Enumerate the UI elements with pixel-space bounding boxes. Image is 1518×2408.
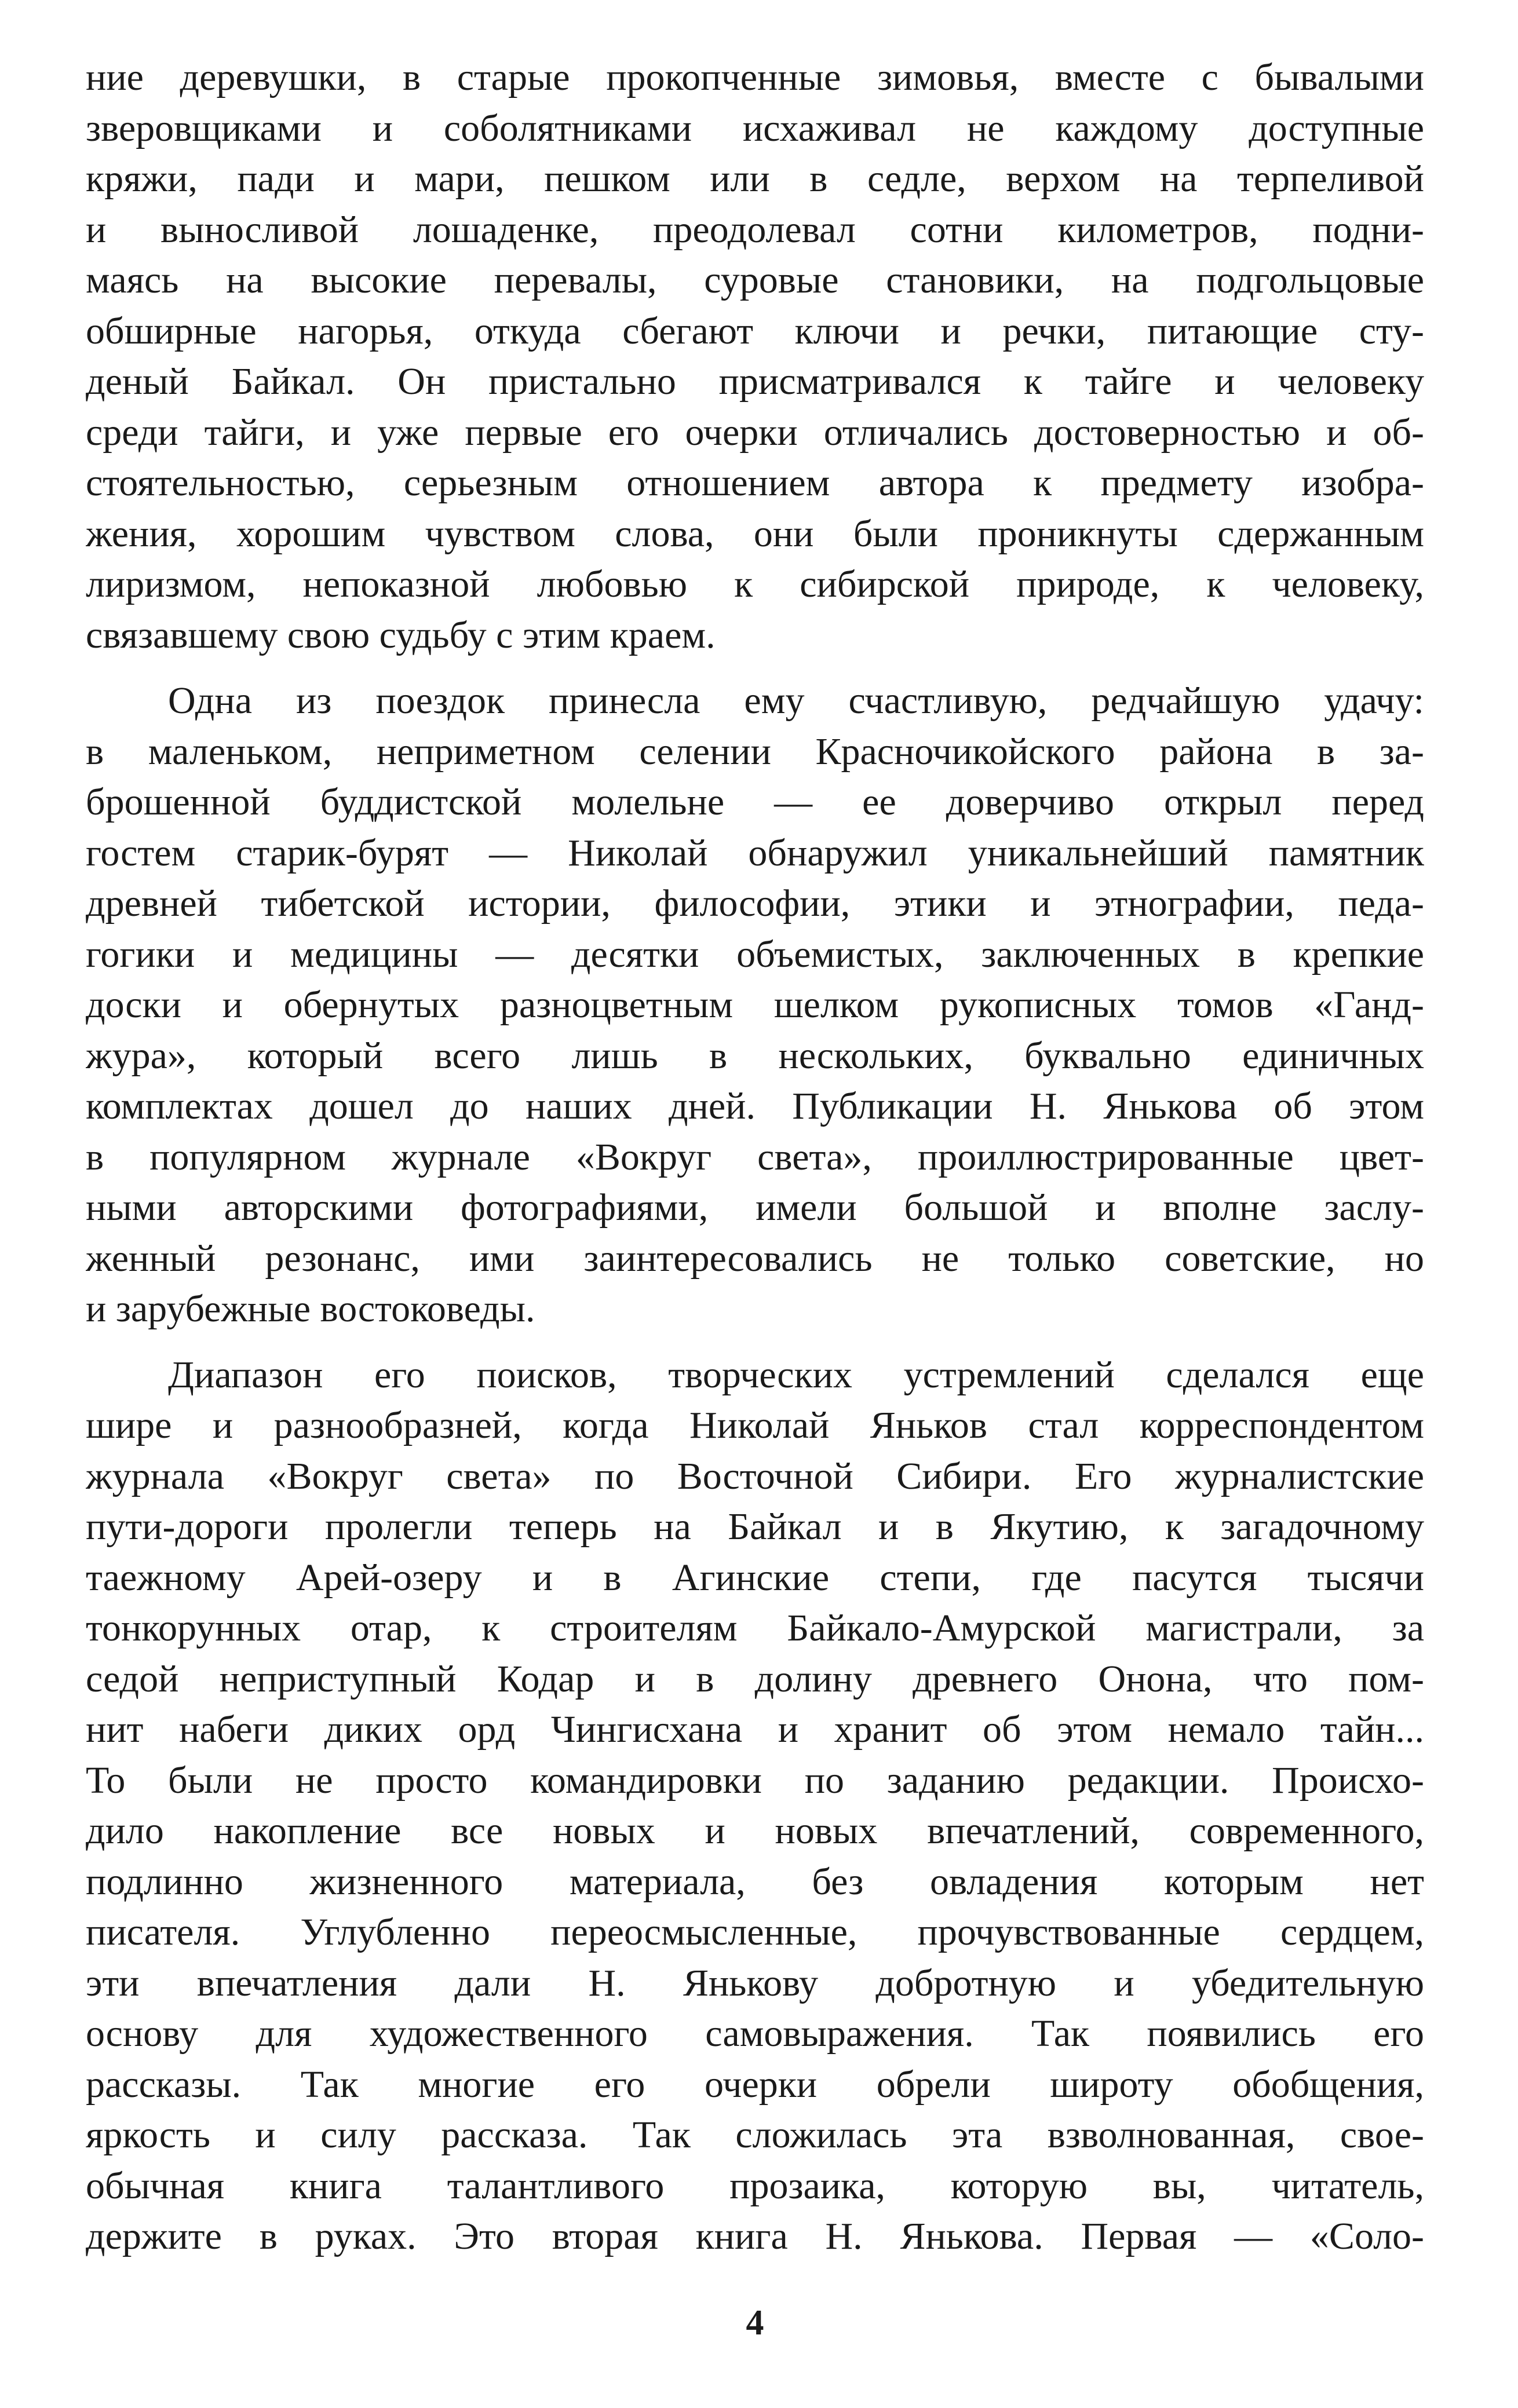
text-line: гостем старик-бурят — Николай обнаружил уникальнейший памятник bbox=[86, 831, 1424, 874]
text-line: ными авторскими фотографиями, имели большой и вполне заслу- bbox=[86, 1186, 1424, 1229]
text-line: подлинно жизненного материала, без овладения которым нет bbox=[86, 1860, 1424, 1903]
text-line: яркость и силу рассказа. Так сложилась эта взволнованная, свое- bbox=[86, 2114, 1424, 2156]
text-line: Диапазон его поисков, творческих устремлений сделался еще bbox=[168, 1353, 1424, 1396]
text-line: жура», который всего лишь в нескольких, буквально единичных bbox=[86, 1034, 1424, 1077]
text-line: Одна из поездок принесла ему счастливую, редчайшую удачу: bbox=[168, 679, 1424, 722]
text-line: писателя. Углубленно переосмысленные, прочувствованные сердцем, bbox=[86, 1911, 1424, 1953]
text-line: обычная книга талантливого прозаика, которую вы, читатель, bbox=[86, 2164, 1424, 2207]
text-line: и выносливой лошаденке, преодолевал сотни километров, подни- bbox=[86, 208, 1424, 251]
text-line: пути-дороги пролегли теперь на Байкал и в Якутию, к загадочному bbox=[86, 1506, 1424, 1548]
paragraph-1 bbox=[86, 52, 1424, 660]
text-line: дило накопление все новых и новых впечатлений, современного, bbox=[86, 1810, 1424, 1852]
text-line: таежному Арей-озеру и в Агинские степи, где пасутся тысячи bbox=[86, 1556, 1424, 1599]
text-line: жения, хорошим чувством слова, они были проникнуты сдержанным bbox=[86, 512, 1424, 555]
text-line: в маленьком, неприметном селении Красночикойского района в за- bbox=[86, 730, 1424, 773]
text-line: древней тибетской истории, философии, этики и этнографии, педа- bbox=[86, 882, 1424, 925]
text-line: и зарубежные востоковеды. bbox=[86, 1288, 535, 1330]
text-line: брошенной буддистской молельне — ее доверчиво открыл перед bbox=[86, 781, 1424, 823]
text-line: лиризмом, непоказной любовью к сибирской природе, к человеку, bbox=[86, 563, 1424, 605]
paragraph-2 bbox=[86, 675, 1424, 1335]
paragraph-3 bbox=[86, 1350, 1424, 2262]
text-line: То были не просто командировки по заданию редакции. Происхо- bbox=[86, 1759, 1424, 1802]
text-line: эти впечатления дали Н. Янькову добротную и убедительную bbox=[86, 1961, 1424, 2004]
page-number: 4 bbox=[746, 2303, 764, 2343]
text-line: маясь на высокие перевалы, суровые становики, на подгольцовые bbox=[86, 259, 1424, 301]
text-line: журнала «Вокруг света» по Восточной Сибири. Его журналистские bbox=[86, 1455, 1424, 1497]
text-line: ние деревушки, в старые прокопченные зимовья, вместе с бывалыми bbox=[86, 56, 1424, 98]
text-line: гогики и медицины — десятки объемистых, заключенных в крепкие bbox=[86, 933, 1424, 975]
text-line: рассказы. Так многие его очерки обрели широту обобщения, bbox=[86, 2063, 1424, 2106]
text-line: кряжи, пади и мари, пешком или в седле, верхом на терпеливой bbox=[86, 158, 1424, 200]
text-line: держите в руках. Это вторая книга Н. Янькова. Первая — «Соло- bbox=[86, 2215, 1424, 2257]
text-line: зверовщиками и соболятниками исхаживал не каждому доступные bbox=[86, 107, 1424, 149]
text-line: основу для художественного самовыражения. Так появились его bbox=[86, 2012, 1424, 2055]
text-line: деный Байкал. Он пристально присматривался к тайге и человеку bbox=[86, 360, 1424, 403]
text-line: доски и обернутых разноцветным шелком рукописных томов «Ганд- bbox=[86, 984, 1424, 1026]
document-page bbox=[86, 52, 1424, 2358]
text-line: тонкорунных отар, к строителям Байкало-Амурской магистрали, за bbox=[86, 1607, 1424, 1649]
text-line: связавшему свою судьбу с этим краем. bbox=[86, 613, 716, 656]
text-line: шире и разнообразней, когда Николай Яньков стал корреспондентом bbox=[86, 1404, 1424, 1446]
text-line: седой неприступный Кодар и в долину древнего Онона, что пом- bbox=[86, 1657, 1424, 1700]
text-line: комплектах дошел до наших дней. Публикации Н. Янькова об этом bbox=[86, 1085, 1424, 1127]
text-line: женный резонанс, ими заинтересовались не только советские, но bbox=[86, 1237, 1424, 1280]
text-line: обширные нагорья, откуда сбегают ключи и речки, питающие сту- bbox=[86, 309, 1424, 352]
text-line: нит набеги диких орд Чингисхана и хранит об этом немало тайн... bbox=[86, 1708, 1424, 1751]
text-line: среди тайги, и уже первые его очерки отличались достоверностью и об- bbox=[86, 411, 1424, 454]
text-line: стоятельностью, серьезным отношением автора к предмету изобра- bbox=[86, 462, 1424, 504]
text-line: в популярном журнале «Вокруг света», проиллюстрированные цвет- bbox=[86, 1135, 1424, 1178]
